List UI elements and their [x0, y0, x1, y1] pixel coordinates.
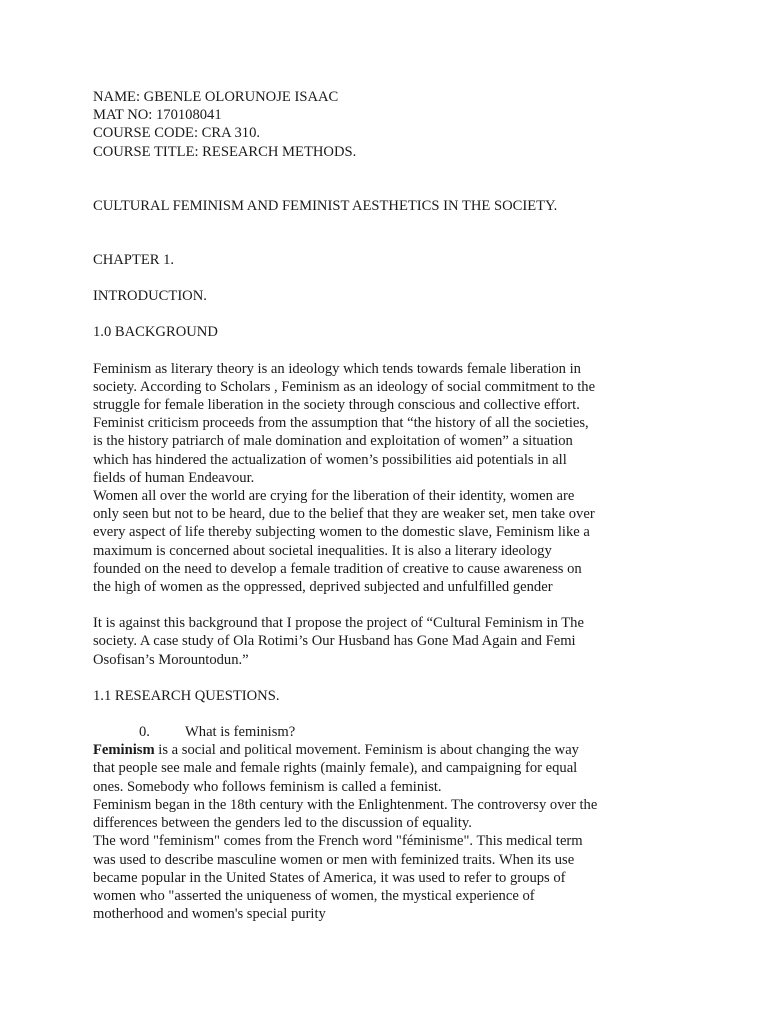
- introduction-heading: INTRODUCTION.: [93, 288, 207, 305]
- para-line: struggle for female liberation in the society through conscious and collective effort.: [93, 397, 580, 414]
- para-line: society. A case study of Ola Rotimi’s Our Husband has Gone Mad Again and Femi: [93, 633, 576, 650]
- question-text: What is feminism?: [185, 724, 296, 741]
- para-line: only seen but not to be heard, due to the belief that they are weaker set, men take over: [93, 506, 595, 523]
- para-line: founded on the need to develop a female tradition of creative to cause awareness on: [93, 560, 582, 577]
- course-code: COURSE CODE: CRA 310.: [93, 125, 261, 142]
- para-line: ones. Somebody who follows feminism is called a feminist.: [93, 778, 442, 795]
- para-line: differences between the genders led to the discussion of equality.: [93, 815, 472, 832]
- document-title: CULTURAL FEMINISM AND FEMINIST AESTHETICS IN THE SOCIETY.: [93, 197, 558, 214]
- chapter-heading: CHAPTER 1.: [93, 252, 175, 269]
- course-title: COURSE TITLE: RESEARCH METHODS.: [93, 143, 357, 160]
- para-text: is a social and political movement. Feminism is about changing the way: [154, 742, 579, 759]
- student-name: NAME: GBENLE OLORUNOJE ISAAC: [93, 89, 339, 105]
- para-line: became popular in the United States of America, it was used to refer to groups of: [93, 869, 566, 886]
- para-line: The word "feminism" comes from the French word "féminisme". This medical term: [93, 833, 583, 850]
- para-line: maximum is concerned about societal inequalities. It is also a literary ideology: [93, 542, 552, 559]
- para-line: Osofisan’s Morountodun.”: [93, 651, 249, 668]
- matric-number: MAT NO: 170108041: [93, 107, 222, 124]
- background-paragraph-2: [93, 614, 693, 669]
- para-line: that people see male and female rights (mainly female), and campaigning for equal: [93, 760, 578, 777]
- header-block: [93, 88, 693, 161]
- para-line: Women all over the world are crying for the liberation of their identity, women are: [93, 488, 575, 505]
- question-number: 0.: [139, 724, 150, 741]
- para-line: was used to describe masculine women or men with feminized traits. When its use: [93, 851, 575, 868]
- para-line: every aspect of life thereby subjecting women to the domestic slave, Feminism like a: [93, 524, 590, 541]
- para-line: fields of human Endeavour.: [93, 469, 255, 486]
- para-line: Feminist criticism proceeds from the assumption that “the history of all the societies,: [93, 415, 589, 432]
- para-line: is the history patriarch of male domination and exploitation of women” a situation: [93, 433, 573, 450]
- background-paragraph-1: [93, 360, 693, 597]
- research-question-item: [93, 723, 693, 741]
- para-line: society. According to Scholars , Feminism as an ideology of social commitment to the: [93, 378, 596, 395]
- feminism-paragraph: [93, 741, 693, 923]
- para-line: the high of women as the oppressed, deprived subjected and unfulfilled gender: [93, 579, 553, 596]
- feminism-term: Feminism: [93, 742, 155, 759]
- research-questions-heading: 1.1 RESEARCH QUESTIONS.: [93, 687, 280, 704]
- background-heading: 1.0 BACKGROUND: [93, 324, 218, 341]
- document-page: [93, 88, 693, 923]
- para-line: Feminism began in the 18th century with the Enlightenment. The controversy over the: [93, 796, 598, 813]
- para-line: women who "asserted the uniqueness of women, the mystical experience of: [93, 887, 535, 904]
- para-line: Feminism as literary theory is an ideology which tends towards female liberation in: [93, 360, 581, 377]
- para-line: It is against this background that I propose the project of “Cultural Feminism in The: [93, 615, 584, 632]
- para-line: [93, 741, 693, 759]
- para-line: which has hindered the actualization of women’s possibilities aid potentials in all: [93, 451, 567, 468]
- para-line: motherhood and women's special purity: [93, 906, 326, 923]
